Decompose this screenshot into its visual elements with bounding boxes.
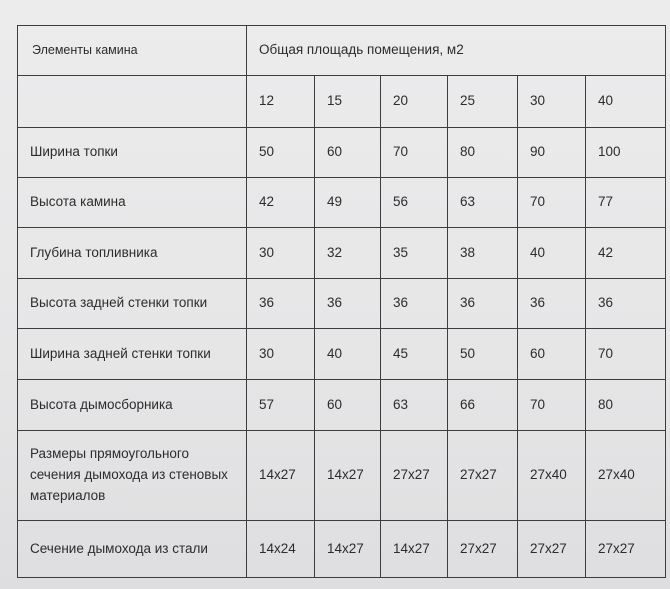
cell-value: 14x27	[381, 521, 448, 578]
cell-value: 36	[247, 279, 315, 329]
header-area-label: Общая площадь помещения, м2	[247, 26, 666, 76]
area-value: 30	[518, 76, 586, 128]
cell-value: 40	[518, 228, 586, 279]
cell-value: 27x40	[586, 431, 666, 521]
cell-value: 30	[247, 329, 315, 380]
row-label: Высота дымосборника	[18, 380, 247, 431]
cell-value: 32	[315, 228, 381, 279]
row-label: Сечение дымохода из стали	[18, 521, 247, 578]
table-row	[18, 128, 666, 178]
cell-value: 27x27	[586, 521, 666, 578]
cell-value: 42	[586, 228, 666, 279]
table-row	[18, 521, 666, 578]
table-row	[18, 178, 666, 228]
cell-value: 40	[315, 329, 381, 380]
cell-value: 63	[448, 178, 518, 228]
fireplace-dimensions-table	[17, 25, 666, 578]
area-value: 12	[247, 76, 315, 128]
cell-value: 60	[518, 329, 586, 380]
cell-value: 36	[381, 279, 448, 329]
header-elements-label: Элементы камина	[18, 26, 247, 76]
area-value: 40	[586, 76, 666, 128]
area-value: 15	[315, 76, 381, 128]
cell-value: 50	[247, 128, 315, 178]
cell-value: 27x27	[381, 431, 448, 521]
row-label: Ширина задней стенки топки	[18, 329, 247, 380]
cell-value: 35	[381, 228, 448, 279]
row-label: Ширина топки	[18, 128, 247, 178]
cell-value: 57	[247, 380, 315, 431]
cell-value: 77	[586, 178, 666, 228]
row-label: Высота камина	[18, 178, 247, 228]
table-row	[18, 380, 666, 431]
cell-value: 49	[315, 178, 381, 228]
cell-value: 70	[518, 178, 586, 228]
cell-value: 14x27	[315, 431, 381, 521]
cell-value: 70	[586, 329, 666, 380]
cell-value: 36	[448, 279, 518, 329]
table-row	[18, 279, 666, 329]
cell-value: 50	[448, 329, 518, 380]
cell-value: 90	[518, 128, 586, 178]
row-label: Высота задней стенки топки	[18, 279, 247, 329]
cell-value: 14x27	[315, 521, 381, 578]
cell-value: 30	[247, 228, 315, 279]
cell-value: 66	[448, 380, 518, 431]
cell-value: 14x27	[247, 431, 315, 521]
cell-value: 60	[315, 128, 381, 178]
table-row	[18, 228, 666, 279]
table-row	[18, 329, 666, 380]
cell-value: 100	[586, 128, 666, 178]
cell-value: 27x27	[448, 521, 518, 578]
cell-value: 60	[315, 380, 381, 431]
cell-value: 45	[381, 329, 448, 380]
cell-value: 56	[381, 178, 448, 228]
cell-value: 70	[381, 128, 448, 178]
cell-value: 27x27	[448, 431, 518, 521]
area-value: 25	[448, 76, 518, 128]
table-area-values-row	[18, 76, 666, 128]
row-label: Размеры прямоугольного сечения дымохода из стеновых материалов	[18, 431, 247, 521]
cell-value: 63	[381, 380, 448, 431]
cell-value: 36	[586, 279, 666, 329]
cell-value: 80	[448, 128, 518, 178]
empty-cell	[18, 76, 247, 128]
cell-value: 70	[518, 380, 586, 431]
area-value: 20	[381, 76, 448, 128]
cell-value: 14x24	[247, 521, 315, 578]
cell-value: 36	[518, 279, 586, 329]
cell-value: 27x40	[518, 431, 586, 521]
cell-value: 36	[315, 279, 381, 329]
cell-value: 38	[448, 228, 518, 279]
cell-value: 80	[586, 380, 666, 431]
row-label: Глубина топливника	[18, 228, 247, 279]
cell-value: 42	[247, 178, 315, 228]
table-row	[18, 431, 666, 521]
table-header-row	[18, 26, 666, 76]
cell-value: 27x27	[518, 521, 586, 578]
